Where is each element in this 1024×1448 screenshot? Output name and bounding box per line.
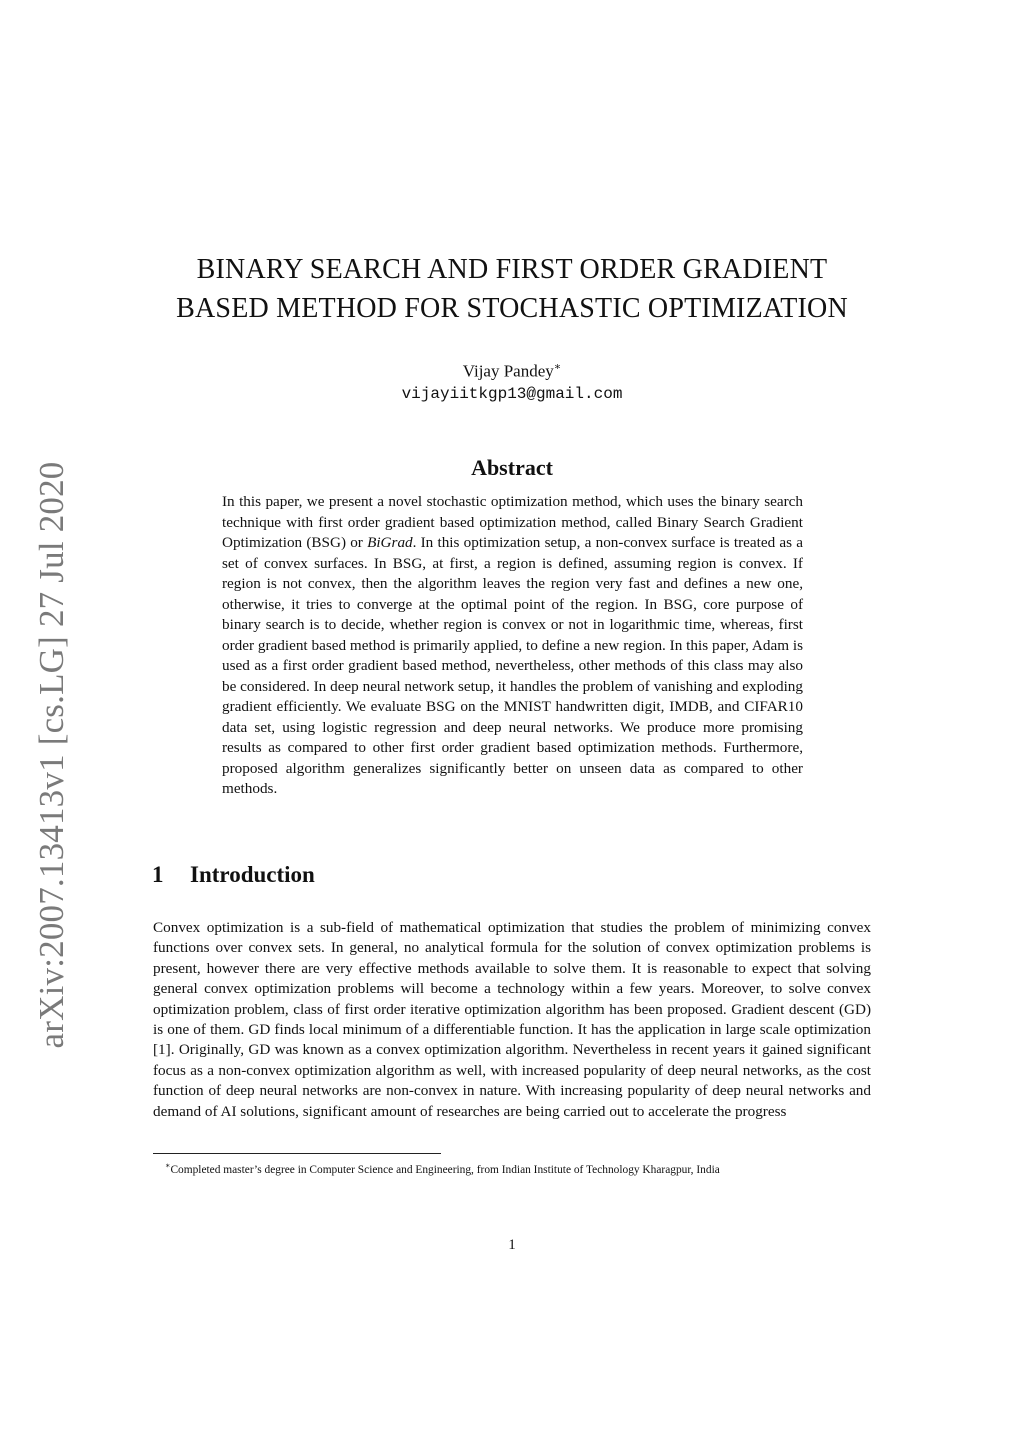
abstract-heading: Abstract (471, 455, 553, 480)
footnote-mark: ∗ (165, 1161, 171, 1170)
paper-title (130, 250, 894, 328)
author-name: Vijay Pandey (462, 361, 554, 381)
abstract-method-name: BiGrad (367, 534, 413, 551)
section-number: 1 (152, 862, 164, 887)
introduction-paragraph: Convex optimization is a sub-field of mathematical optimization that studies the problem of minimizing convex functions over convex sets. In general, no analytical formula for the solution of convex optimization problems is present, however there are very effective methods available to solve them. It is reasonable to expect that solving general convex optimization problems will become a technology within a few years. Moreover, to solve convex optimization problem, class of first order iterative optimization algorithm has been proposed. Gradient descent (GD) is one of them. GD finds local minimum of a differentiable function. It has the application in large scale optimization [1]. Originally, GD was known as a convex optimization algorithm. Nevertheless in recent years it gained significant focus as a non-convex optimization algorithm as well, with increased popularity of deep neural networks, as the cost function of deep neural networks are non-convex in nature. With increasing popularity of deep neural networks and demand of AI solutions, significant amount of researches are being carried out to accelerate the progress (153, 919, 871, 1120)
author-name-line (312, 356, 712, 383)
author-footnote-mark: ∗ (553, 361, 562, 373)
abstract-text-part-2: . In this optimization setup, a non-convex surface is treated as a set of convex surfaces. In BSG, at first, a region is defined, assuming region is convex. If region is not convex, then the algorithm leaves the region very fast and defines a new one, otherwise, it tries to converge at the optimal point of the region. In BSG, core purpose of binary search is to decide, whether region is convex or not in logarithmic time, whereas, first order gradient based method is primarily applied, to define a new region. In this paper, Adam is used as a first order gradient based method, nevertheless, other methods of this class may also be considered. In deep neural network setup, it handles the problem of vanishing and exploding gradient efficiently. We evaluate BSG on the MNIST handwritten digit, IMDB, and CIFAR10 data set, using logistic regression and deep neural networks. We produce more promising results as compared to other first order gradient based optimization methods. Furthermore, proposed algorithm generalizes significantly better on unseen data as compared to other methods. (222, 534, 803, 797)
page-number: 1 (508, 1237, 516, 1253)
author-block (312, 356, 712, 405)
abstract-body (222, 492, 803, 800)
author-email: vijayiitkgp13@gmail.com (401, 384, 623, 403)
footnote (165, 1158, 885, 1178)
title-line-1: BINARY SEARCH AND FIRST ORDER GRADIENT (196, 254, 828, 285)
footnote-divider (153, 1153, 441, 1154)
section-title: Introduction (190, 862, 315, 887)
footnote-text: Completed master’s degree in Computer Science and Engineering, from Indian Institute of Technology Kharagpur, India (170, 1163, 720, 1176)
arxiv-identifier-text: arXiv:2007.13413v1 [cs.LG] 27 Jul 2020 (32, 461, 71, 1049)
abstract-text-part-1: In this paper, we present a novel stochastic optimization method, which uses the binary search technique with first order gradient based optimization method, called Binary Search Gradient Optimization (BSG) or (222, 493, 803, 551)
title-line-2: BASED METHOD FOR STOCHASTIC OPTIMIZATION (176, 293, 848, 324)
section-heading-introduction (152, 862, 315, 888)
